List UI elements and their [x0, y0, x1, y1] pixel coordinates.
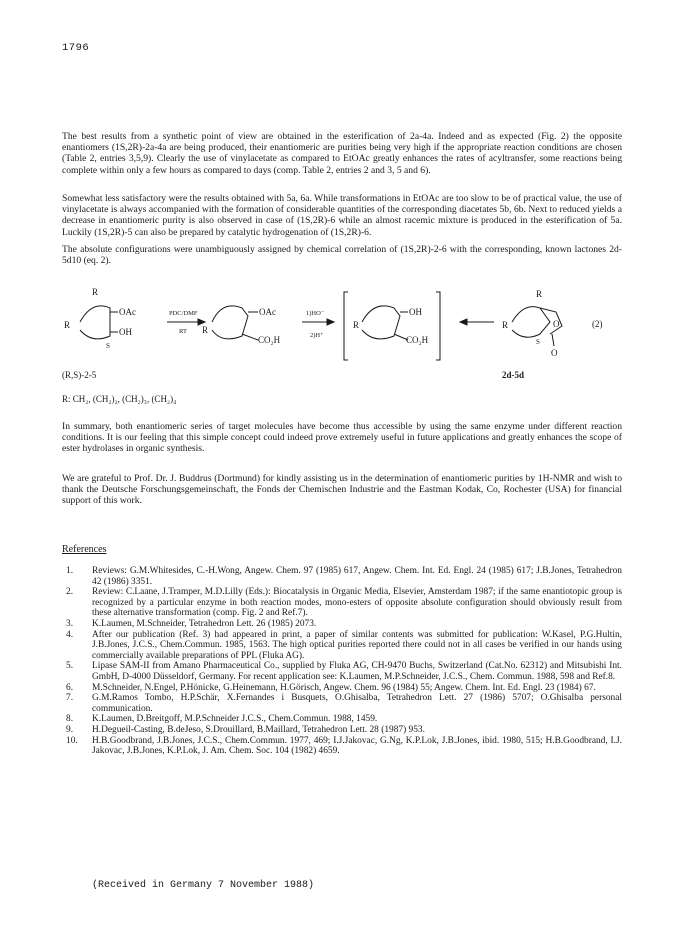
equation-number: (2) — [592, 319, 603, 329]
intermediate-oh: OH — [409, 307, 422, 317]
start-r-group: R — [64, 320, 71, 330]
bracket-right — [436, 292, 440, 360]
start-oac: OAc — [119, 307, 136, 317]
lactone-r-label: R — [536, 289, 543, 299]
lactone-r-group: R — [502, 320, 509, 330]
reference-number: 6. — [66, 682, 74, 693]
start-r-label: R — [92, 287, 99, 297]
reagent-hydroxide: 1)HO⁻ — [306, 310, 325, 317]
page-number: 1796 — [62, 42, 90, 54]
reference-number: 5. — [66, 661, 74, 672]
start-compound-label: (R,S)-2-5 — [62, 370, 97, 380]
reference-number: 7. — [66, 693, 74, 704]
reference-text: After our publication (Ref. 3) had appeared in print, a paper of similar contents was submitted for publication: W.Kasel, P.G.Hultin, J.B.Jones, J.C.S., Chem.Commun. 1985, 1563. The high optical purities reported there could not in all cases be verified in our hands using commercially available preparations of PPL (Fluka AG). — [92, 629, 622, 661]
reference-item — [62, 714, 622, 725]
reference-number: 3. — [66, 618, 74, 629]
reference-text: Lipase SAM-II from Amano Pharmaceutical Co., supplied by Fluka AG, CH-9470 Buchs, Switzerland (Cat.No. 62312) and Mitsubishi Int. GmbH, D-4000 Düsseldorf, Germany. For recent application see: K.Laumen, M.P.Schneider, J.C.S., Chem. Commun. 1988, 598 and Ref.8. — [92, 661, 622, 682]
reference-item — [62, 693, 622, 714]
reference-number: 10. — [66, 735, 78, 746]
paragraph-esterification-results: The best results from a synthetic point of view are obtained in the esterification of 2a-4a. Indeed and as expected (Fig. 2) the opposite enantiomers (1S,2R)-2a-4a are being produced, their enantiomeric are purities being very high if the appropriate reaction conditions are chosen (Table 2, entries 3,5,9). Clearly the use of vinylacetate as compared to EtOAc greatly enhances the rates of acyltransfer, some reactions being complete within only a few hours as compared to days (comp. Table 2, entries 2 and 3, 5 and 6). — [62, 131, 622, 176]
reference-item — [62, 619, 622, 630]
reference-text: Review: C.Laane, J.Tramper, M.D.Lilly (Eds.): Biocatalysis in Organic Media, Elsevier, Amsterdam 1987; if the same enantiotopic group is recognized by a particular enzyme in both reaction modes, mono-esters of opposite absolute configuration should obviously result from these alternative transformation (comp. Fig. 2 and Ref.7). — [92, 587, 622, 619]
lactone-ring — [512, 307, 550, 338]
reference-item — [62, 683, 622, 694]
lactone-s-label: S — [536, 338, 540, 346]
reference-text: G.M.Ramos Tombo, H.P.Schär, X.Fernandes i Busquets, O.Ghisalba, Tetrahedron Lett. 27 (1986) 5707; O.Ghisalba personal communication. — [92, 693, 622, 714]
bracket-left — [344, 292, 348, 360]
reference-number: 2. — [66, 587, 74, 598]
acid-oac: OAc — [259, 307, 276, 317]
reference-item — [62, 630, 622, 662]
references-heading: References — [62, 544, 107, 555]
reagent-acid: 2)H⁺ — [310, 332, 324, 339]
reference-text: H.B.Goodbrand, J.B.Jones, J.C.S., Chem.Commun. 1977, 469; I.J.Jakovac, G.Ng, K.P.Lok, J.B.Jones, ibid. 1980, 515; H.B.Goodbrand, I.J. Jakovac, J.B.Jones, K.P.Lok, J. Am. Chem. Soc. 104 (1982) 4659. — [92, 735, 622, 757]
reference-item — [62, 566, 622, 587]
acid-co2h: CO₂H — [258, 335, 281, 345]
reference-item — [62, 736, 622, 757]
intermediate-co2h: CO₂H — [406, 335, 429, 345]
reagent-rt: RT — [179, 328, 187, 335]
reaction-scheme — [62, 282, 622, 417]
paragraph-summary: In summary, both enantiomeric series of target molecules have become thus accessible by using the same enzyme under different reaction conditions. It is our feeling that this simple concept could indeed prove extremely useful in future applications and greatly enhances the scope of ester hydrolases in organic synthesis. — [62, 421, 622, 455]
start-oh: OH — [119, 327, 132, 337]
reference-text: Reviews: G.M.Whitesides, C.-H.Wong, Angew. Chem. 97 (1985) 617, Angew. Chem. Int. Ed. Engl. 24 (1985) 617; J.B.Jones, Tetrahedron 42 (1986) 3351. — [92, 566, 622, 587]
paragraph-acknowledgements: We are grateful to Prof. Dr. J. Buddrus (Dortmund) for kindly assisting us in the determination of enantiomeric purities by 1H-NMR and wish to thank the Deutsche Forschungsgemeinschaft, the Fonds der Chemischen Industrie and the Eastman Kodak, Co, Rochester (USA) for financial support of this work. — [62, 473, 622, 507]
start-ring — [80, 306, 110, 339]
reference-text: K.Laumen, M.Schneider, Tetrahedron Lett. 26 (1985) 2073. — [92, 618, 317, 629]
reference-number: 8. — [66, 714, 74, 725]
paragraph-less-satisfactory: Somewhat less satisfactory were the results obtained with 5a, 6a. While transformations in EtOAc are too slow to be of practical value, the use of vinylacetate is always accompanied with the formation of considerable quantities of the corresponding diacetates 5b, 6b. Next to reduced yields a decrease in enantiomeric purity is also observed in case of (1S,2R)-6 while an almost racemic mixture is produced in the esterification of 5a. Luckily (1S,2R)-5 can also be prepared by catalytic hydrogenation of (1S,2R)-6. — [62, 193, 622, 238]
reference-text: K.Laumen, D.Breitgoff, M.P.Schneider J.C.S., Chem.Commun. 1988, 1459. — [92, 714, 378, 725]
reference-item — [62, 725, 622, 736]
intermediate-r-group: R — [353, 320, 360, 330]
reference-item — [62, 587, 622, 619]
reference-text: M.Schneider, N.Engel, P.Hönicke, G.Heinemann, H.Görisch, Angew. Chem. 96 (1984) 55; Angew. Chem. Int. Ed. Engl. 23 (1984) 67. — [92, 682, 596, 693]
references-list — [62, 566, 622, 757]
reference-number: 4. — [66, 629, 74, 640]
lactone-carbonyl-o: O — [551, 348, 558, 358]
r-definition: R: CH₂, (CH₂)₂, (CH₂)₃, (CH₂)₄ — [62, 394, 177, 404]
reference-item — [62, 661, 622, 682]
paragraph-absolute-configurations: The absolute configurations were unambiguously assigned by chemical correlation of (1S,2R)-2-6 with the corresponding, known lactones 2d-5d10 (eq. 2). — [62, 244, 622, 267]
acid-r-group: R — [202, 325, 209, 335]
lactone-ring-o: O — [553, 319, 560, 329]
start-s-label: S — [106, 342, 110, 350]
reagent-pdc: PDC/DMF — [169, 310, 198, 317]
reference-text: H.Degueil-Casting, B.deJeso, S.Drouillard, B.Maillard, Tetrahedron Lett. 28 (1987) 953. — [92, 724, 425, 735]
reference-number: 1. — [66, 566, 74, 576]
received-date: (Received in Germany 7 November 1988) — [92, 880, 315, 891]
reference-number: 9. — [66, 724, 74, 735]
product-label: 2d-5d — [502, 370, 525, 380]
